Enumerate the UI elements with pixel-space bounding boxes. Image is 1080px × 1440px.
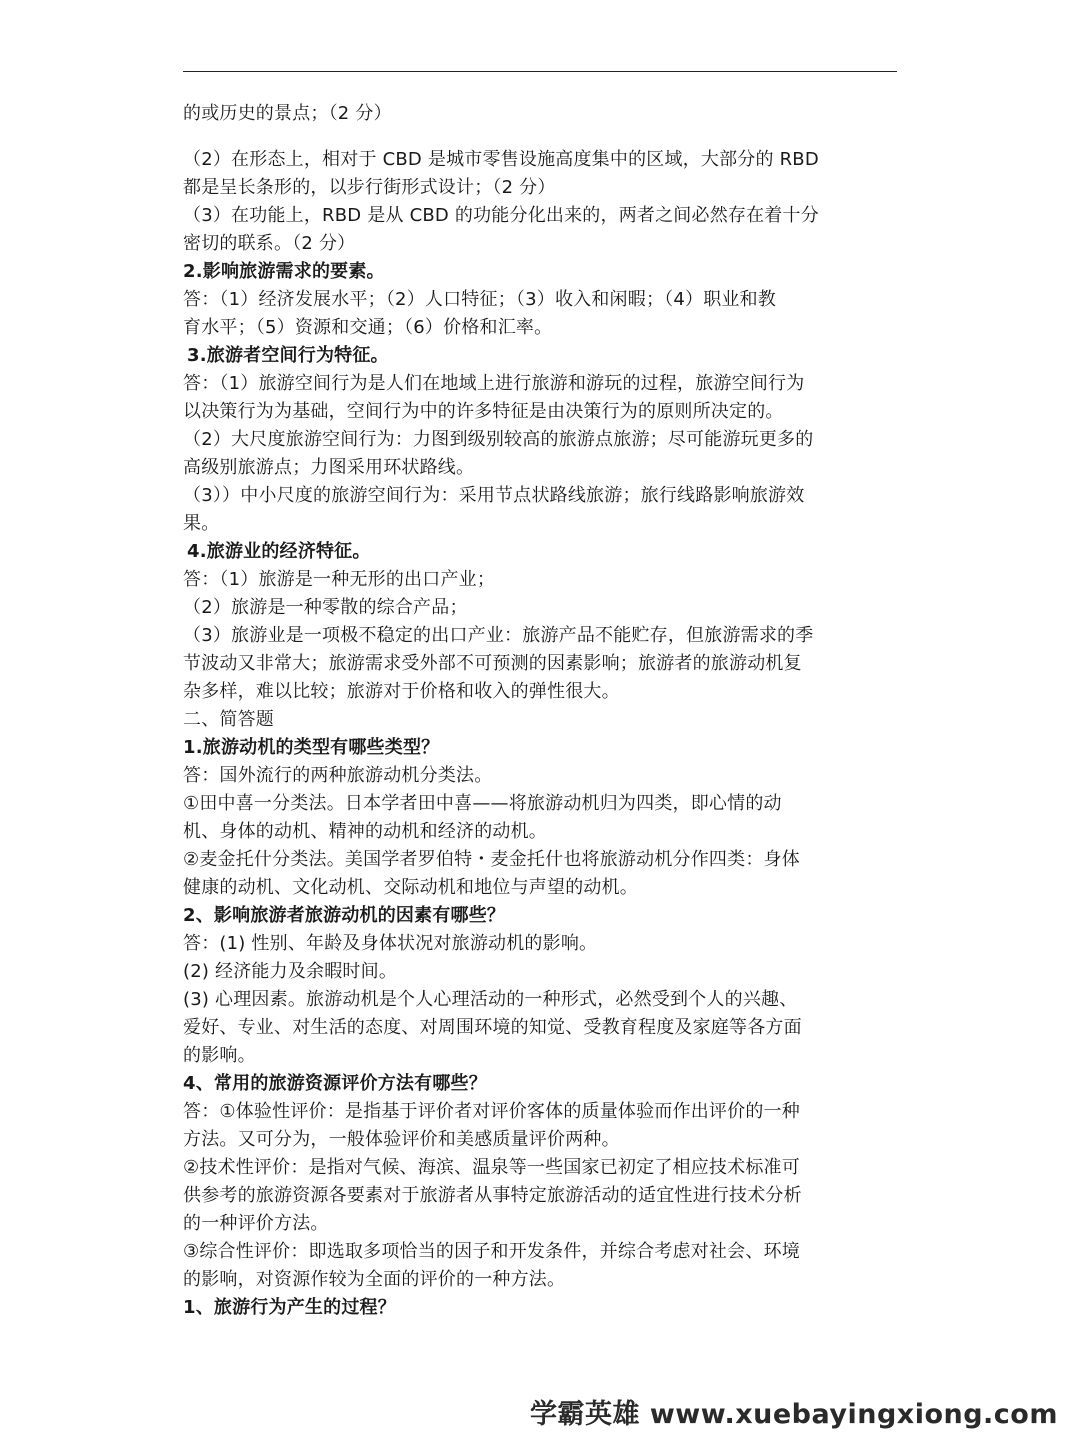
text-line: 机、身体的动机、精神的动机和经济的动机。 (183, 821, 547, 842)
text-line: 爱好、专业、对生活的态度、对周围环境的知觉、受教育程度及家庭等各方面 (183, 1017, 802, 1038)
text-line: 健康的动机、文化动机、交际动机和地位与声望的动机。 (183, 877, 638, 898)
text-line: （2）大尺度旅游空间行为：力图到级别较高的旅游点旅游；尽可能游玩更多的 (183, 429, 814, 450)
text-line: 答：（1）经济发展水平；（2）人口特征；（3）收入和闲暇；（4）职业和教 (183, 289, 777, 310)
text-line: 的影响，对资源作较为全面的评价的一种方法。 (183, 1269, 566, 1290)
question-heading: 4、常用的旅游资源评价方法有哪些？ (183, 1073, 487, 1094)
text-line: （3）在功能上，RBD 是从 CBD 的功能分化出来的，两者之间必然存在着十分 (183, 205, 819, 226)
question-heading: 4.旅游业的经济特征。 (187, 541, 371, 562)
question-heading: 1.旅游动机的类型有哪些类型？ (183, 737, 440, 758)
text-line: ②麦金托什分类法。美国学者罗伯特・麦金托什也将旅游动机分作四类：身体 (183, 849, 800, 870)
text-line: ③综合性评价：即选取多项恰当的因子和开发条件，并综合考虑对社会、环境 (183, 1241, 800, 1262)
text-line: 答：(1) 性别、年龄及身体状况对旅游动机的影响。 (183, 933, 598, 954)
text-line: ①田中喜一分类法。日本学者田中喜——将旅游动机归为四类，即心情的动 (183, 793, 782, 814)
section-heading: 二、简答题 (183, 709, 274, 730)
text-line: 育水平；（5）资源和交通；（6）价格和汇率。 (183, 317, 553, 338)
question-heading: 3.旅游者空间行为特征。 (187, 345, 389, 366)
text-line: （2）旅游是一种零散的综合产品； (183, 597, 468, 618)
text-line: 杂多样，难以比较；旅游对于价格和收入的弹性很大。 (183, 681, 620, 702)
text-line: 密切的联系。（2 分） (183, 233, 356, 254)
text-line: 以决策行为为基础，空间行为中的许多特征是由决策行为的原则所决定的。 (183, 401, 784, 422)
text-line: 答：（1）旅游空间行为是人们在地域上进行旅游和游玩的过程，旅游空间行为 (183, 373, 805, 394)
text-line: 果。 (183, 513, 220, 534)
text-line: 的一种评价方法。 (183, 1213, 329, 1234)
site-watermark: 学霸英雄 www.xuebayingxiong.com (529, 1399, 1058, 1430)
text-line: (3) 心理因素。旅游动机是个人心理活动的一种形式，必然受到个人的兴趣、 (183, 989, 798, 1010)
question-heading: 1、旅游行为产生的过程？ (183, 1297, 396, 1318)
text-line: 的或历史的景点；（2 分） (183, 103, 392, 124)
text-line: （3）旅游业是一项极不稳定的出口产业：旅游产品不能贮存，但旅游需求的季 (183, 625, 814, 646)
document-body (183, 100, 897, 1322)
text-line: 答：国外流行的两种旅游动机分类法。 (183, 765, 493, 786)
text-line: 供参考的旅游资源各要素对于旅游者从事特定旅游活动的适宜性进行技术分析 (183, 1185, 802, 1206)
text-line: ②技术性评价：是指对气候、海滨、温泉等一些国家已初定了相应技术标准可 (183, 1157, 800, 1178)
text-line: 方法。又可分为，一般体验评价和美感质量评价两种。 (183, 1129, 620, 1150)
question-heading: 2.影响旅游需求的要素。 (183, 261, 385, 282)
text-line: 的影响。 (183, 1045, 256, 1066)
text-line: (2) 经济能力及余暇时间。 (183, 961, 398, 982)
text-line: 都是呈长条形的，以步行街形式设计；（2 分） (183, 177, 556, 198)
text-line: 答：①体验性评价：是指基于评价者对评价客体的质量体验而作出评价的一种 (183, 1101, 800, 1122)
text-line: （3））中小尺度的旅游空间行为：采用节点状路线旅游；旅行线路影响旅游效 (183, 485, 805, 506)
header-rule (183, 71, 897, 72)
paragraph-gap (183, 128, 897, 146)
question-heading: 2、影响旅游者旅游动机的因素有哪些？ (183, 905, 506, 926)
text-line: （2）在形态上，相对于 CBD 是城市零售设施高度集中的区域，大部分的 RBD (183, 149, 819, 170)
text-line: 答：（1）旅游是一种无形的出口产业； (183, 569, 496, 590)
text-line: 高级别旅游点；力图采用环状路线。 (183, 457, 475, 478)
text-line: 节波动又非常大；旅游需求受外部不可预测的因素影响；旅游者的旅游动机复 (183, 653, 802, 674)
